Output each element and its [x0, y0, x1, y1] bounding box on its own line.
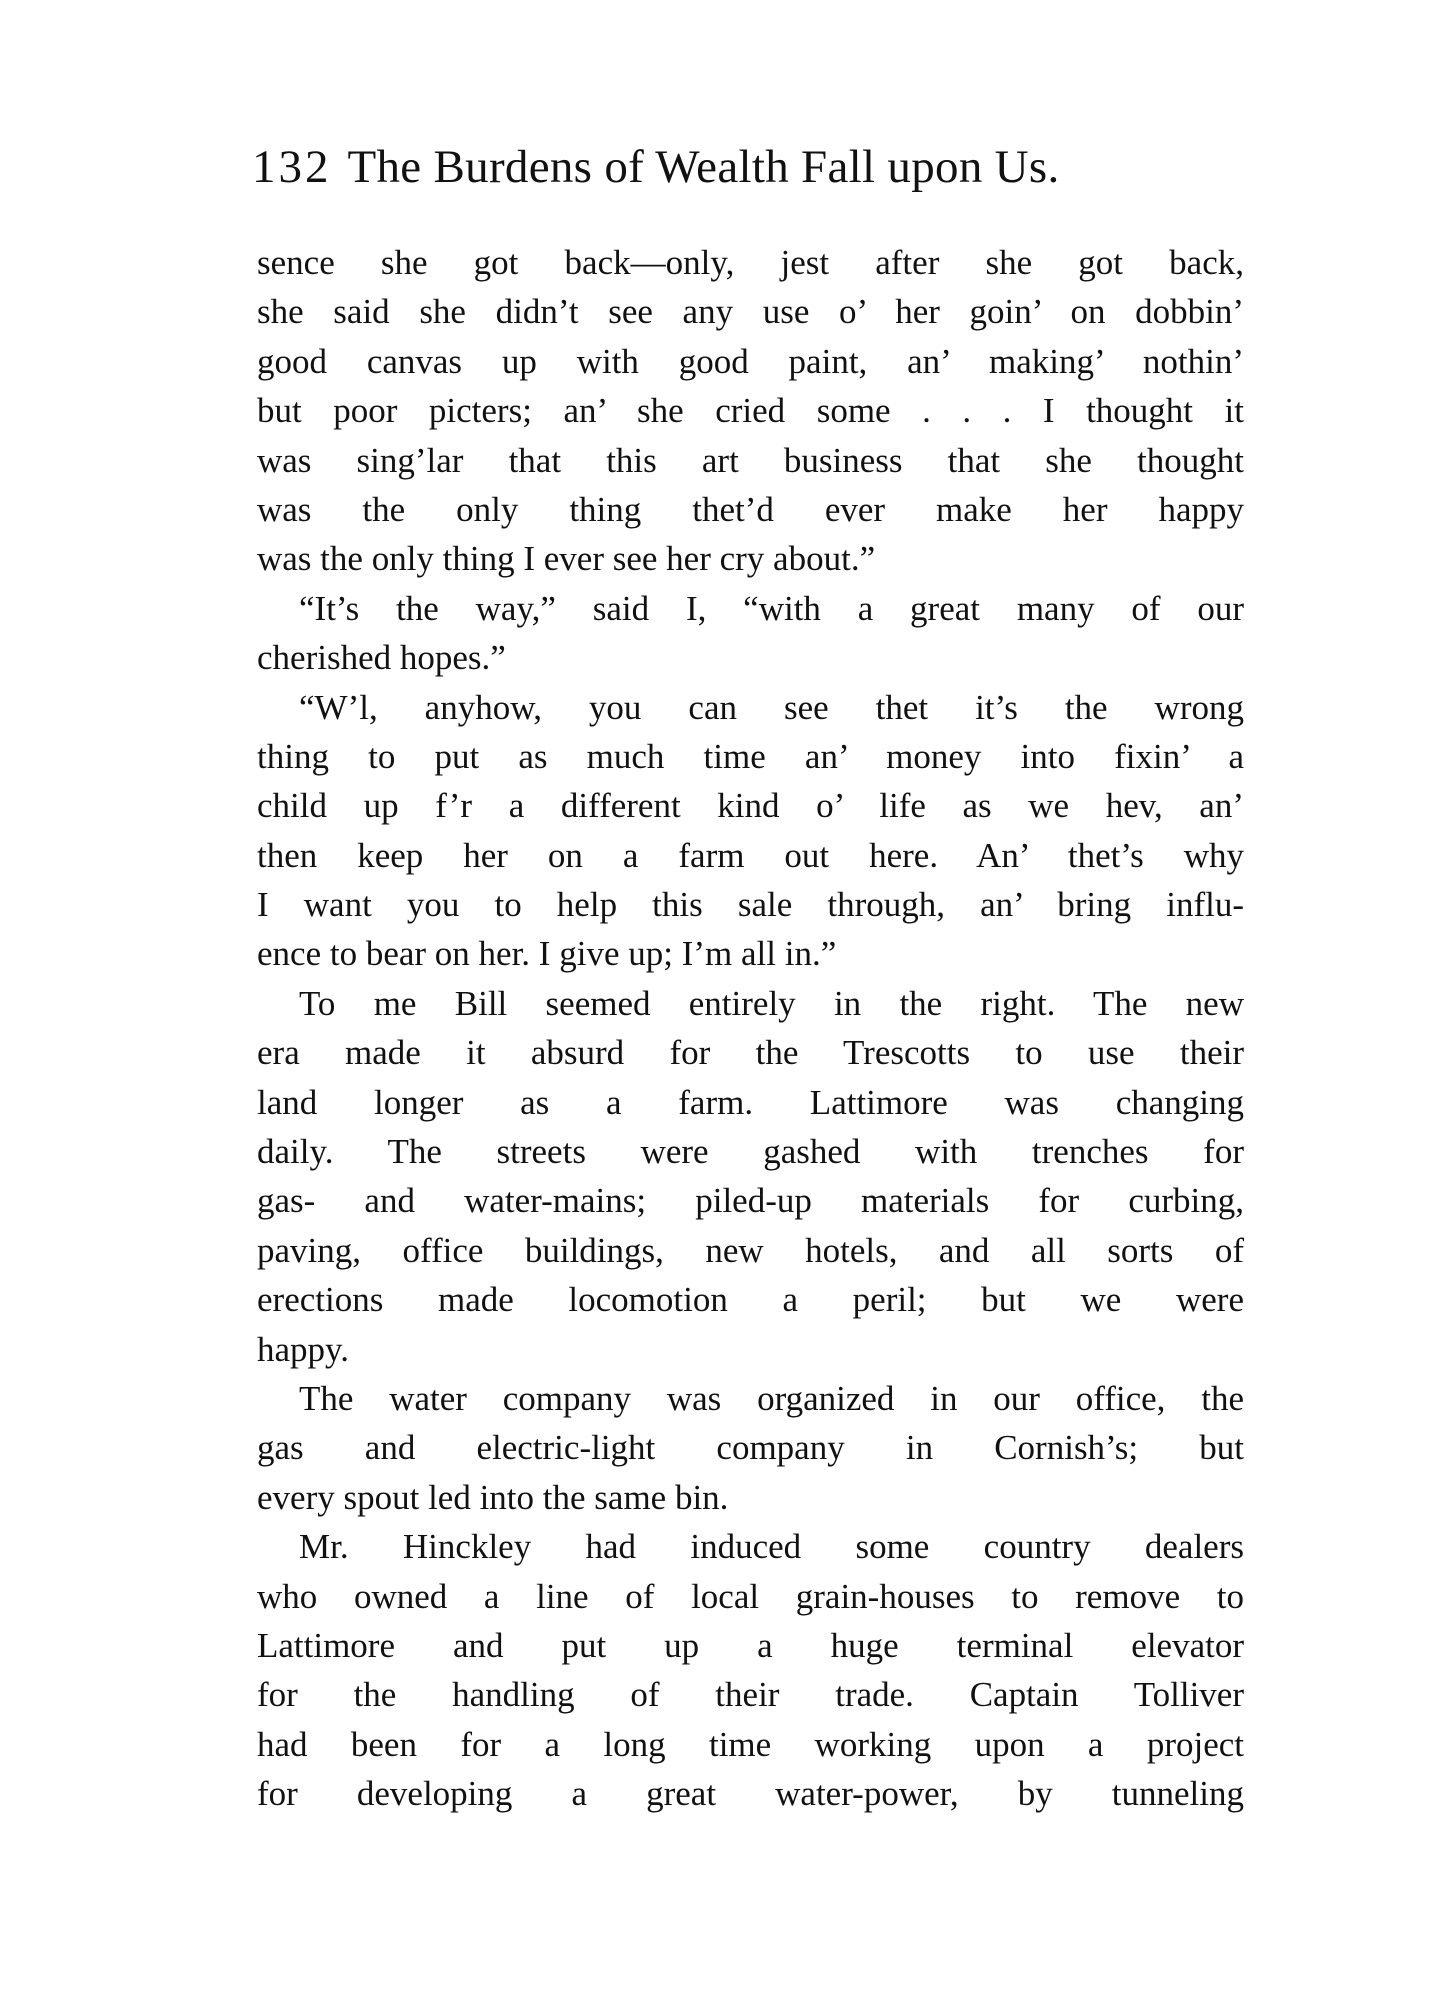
- page-number: 132: [252, 141, 332, 193]
- text-line: gas- and water-mains; piled-up materials for curbing,: [257, 1181, 1244, 1221]
- text-line: she said she didn’t see any use o’ her goin’ on dobbin’: [257, 292, 1244, 332]
- text-line: who owned a line of local grain-houses to remove to: [257, 1576, 1244, 1616]
- running-header: [252, 140, 1252, 194]
- text-line: good canvas up with good paint, an’ making’ nothin’: [257, 341, 1244, 381]
- text-line: Lattimore and put up a huge terminal elevator: [257, 1625, 1244, 1665]
- text-line: had been for a long time working upon a project: [257, 1724, 1244, 1764]
- text-line: “It’s the way,” said I, “with a great many of our: [299, 588, 1244, 628]
- text-line: Mr. Hinckley had induced some country dealers: [299, 1527, 1244, 1567]
- text-line: sence she got back—only, jest after she got back,: [257, 243, 1244, 282]
- body-text: [257, 238, 1244, 1819]
- text-line: daily. The streets were gashed with trenches for: [257, 1132, 1244, 1172]
- text-line: for the handling of their trade. Captain Tolliver: [257, 1675, 1244, 1715]
- text-line: ence to bear on her. I give up; I’m all in.”: [257, 934, 837, 974]
- text-line: then keep her on a farm out here. An’ thet’s why: [257, 835, 1244, 875]
- text-line: thing to put as much time an’ money into fixin’ a: [257, 736, 1244, 776]
- text-line: but poor picters; an’ she cried some . . . I thought it: [257, 391, 1244, 431]
- text-line: was the only thing I ever see her cry about.”: [257, 539, 876, 579]
- text-line: was sing’lar that this art business that she thought: [257, 440, 1244, 480]
- running-title: The Burdens of Wealth Fall upon Us.: [347, 141, 1060, 193]
- text-line: cherished hopes.”: [257, 638, 506, 678]
- text-line: I want you to help this sale through, an’ bring influ-: [257, 885, 1244, 925]
- text-line: every spout led into the same bin.: [257, 1477, 729, 1517]
- text-line: was the only thing thet’d ever make her happy: [257, 489, 1244, 529]
- text-line: The water company was organized in our office, the: [299, 1378, 1244, 1418]
- text-line: erections made locomotion a peril; but we were: [257, 1280, 1244, 1320]
- text-line: land longer as a farm. Lattimore was changing: [257, 1082, 1244, 1122]
- text-line: To me Bill seemed entirely in the right. The new: [299, 983, 1244, 1023]
- text-line: “W’l, anyhow, you can see thet it’s the wrong: [299, 687, 1244, 727]
- text-line: gas and electric-light company in Cornish’s; but: [257, 1428, 1244, 1468]
- text-line: for developing a great water-power, by tunneling: [257, 1774, 1244, 1814]
- text-line: paving, office buildings, new hotels, and all sorts of: [257, 1230, 1244, 1270]
- text-line: era made it absurd for the Trescotts to use their: [257, 1033, 1244, 1073]
- text-line: happy.: [257, 1329, 350, 1369]
- text-line: child up f’r a different kind o’ life as we hev, an’: [257, 786, 1244, 826]
